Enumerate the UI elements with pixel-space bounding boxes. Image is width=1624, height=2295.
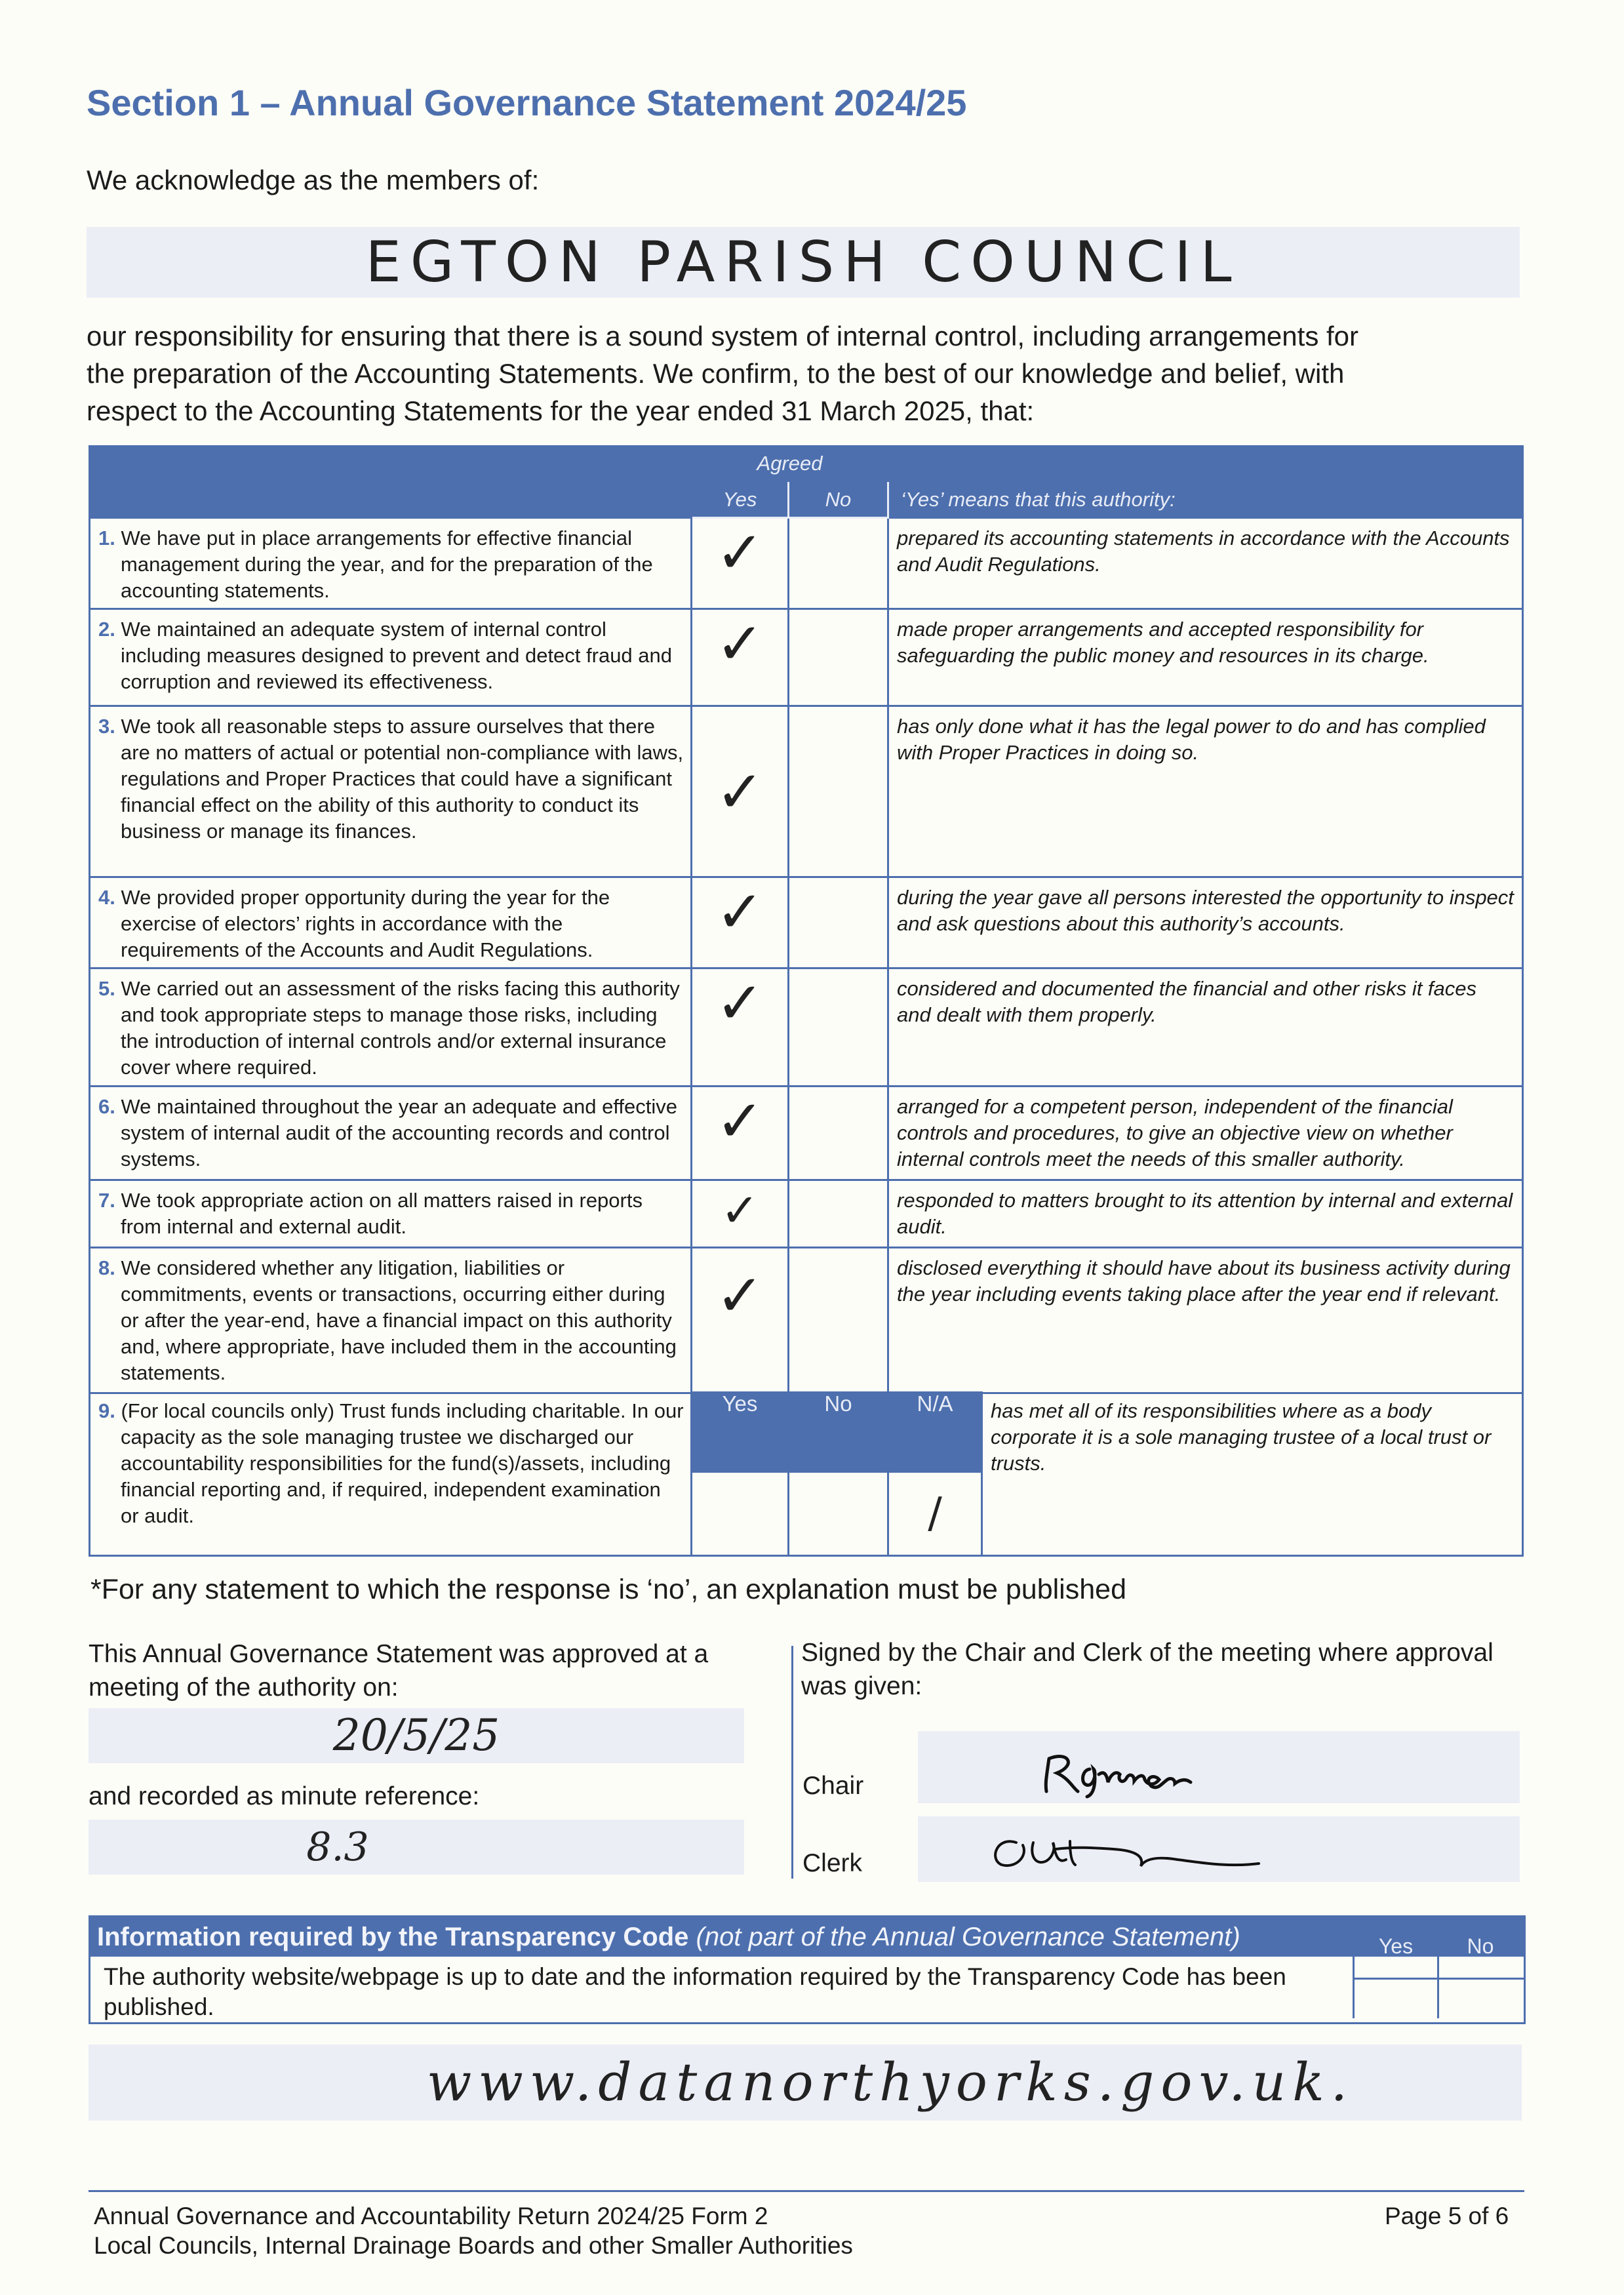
table-row: [90, 706, 1523, 877]
page-title: Section 1 – Annual Governance Statement 2024/25: [87, 82, 967, 123]
check-mark-icon: ✓: [715, 519, 764, 586]
meaning-header: ‘Yes’ means that this authority:: [888, 481, 1523, 518]
meaning-text: during the year gave all persons interested the opportunity to inspect and ask questions about this authority’s accounts.: [888, 877, 1523, 968]
yes-cell[interactable]: [692, 609, 789, 706]
governance-table: [89, 445, 1524, 1394]
no-cell[interactable]: [789, 1087, 888, 1180]
minute-reference: 8.3: [306, 1824, 369, 1870]
statement-text: (For local councils only) Trust funds including charitable. In our capacity as the sole managing trustee we discharged our accountability responsibilities for the fund(s)/assets, including financial reporting and, if required, independent examination or audit.: [121, 1399, 684, 1527]
row-number: 8.: [98, 1256, 115, 1279]
meaning-text: considered and documented the financial and other risks it faces and dealt with them properly.: [888, 968, 1523, 1087]
row-number: 2.: [98, 618, 115, 641]
table-row: [90, 1391, 1523, 1471]
website-field: [89, 2045, 1522, 2121]
yes-cell[interactable]: [692, 968, 789, 1087]
statement-text: We have put in place arrangements for effective financial management during the year, and for the preparation of the accounting statements.: [121, 527, 653, 602]
row-number: 3.: [98, 715, 115, 738]
statement-text: We considered whether any litigation, liabilities or commitments, events or transactions, occurring either during or after the year-end, have a financial impact on this authority and, where appropriate, have included them in the accounting statements.: [121, 1256, 677, 1384]
table-row: [90, 1248, 1523, 1393]
slash-mark-icon: /: [928, 1489, 942, 1538]
na-column-header: N/A: [888, 1391, 982, 1471]
row-number: 7.: [98, 1189, 115, 1212]
table-row: [90, 518, 1523, 609]
transparency-no-cell[interactable]: [1437, 1936, 1524, 2018]
table-row: [90, 968, 1523, 1087]
transparency-heading-note: (not part of the Annual Governance Statement): [696, 1923, 1240, 1951]
transparency-heading: Information required by the Transparency Code: [97, 1923, 689, 1951]
meaning-text: has only done what it has the legal power to do and has complied with Proper Practices in doing so.: [888, 706, 1523, 877]
chair-signature-field: [918, 1731, 1520, 1803]
no-cell[interactable]: [789, 968, 888, 1087]
statement-text: We maintained throughout the year an adequate and effective system of internal audit of the accounting records and control systems.: [121, 1095, 678, 1170]
footer-form-title: Annual Governance and Accountability Return 2024/25 Form 2: [94, 2203, 768, 2229]
transparency-box: [89, 1915, 1526, 2024]
transparency-heading-bar: [90, 1917, 1524, 1957]
intro-paragraph: [87, 317, 1358, 429]
statement-text: We took appropriate action on all matters raised in reports from internal and external audit.: [121, 1189, 643, 1238]
acknowledge-text: We acknowledge as the members of:: [87, 165, 540, 195]
clerk-signature: [918, 1816, 1520, 1882]
website-url: www.datanorthyorks.gov.uk.: [426, 2052, 1355, 2113]
yes-cell[interactable]: [692, 1180, 789, 1248]
check-mark-icon: ✓: [715, 610, 764, 677]
row-number: 5.: [98, 977, 115, 1000]
no-cell[interactable]: [789, 706, 888, 877]
clerk-signature-field: [918, 1816, 1520, 1882]
authority-name-field: [87, 227, 1520, 298]
row-number: 9.: [98, 1399, 115, 1422]
approval-text: This Annual Governance Statement was approved at a meeting of the authority on:: [89, 1640, 709, 1702]
table-row: [90, 609, 1523, 706]
page-number: Page 5 of 6: [1385, 2203, 1509, 2229]
no-cell[interactable]: [789, 518, 888, 609]
chair-label: Chair: [802, 1772, 864, 1800]
no-cell[interactable]: [789, 1248, 888, 1393]
table-row: [90, 877, 1523, 968]
check-mark-icon: ✓: [721, 1184, 759, 1237]
intro-line: respect to the Accounting Statements for the year ended 31 March 2025, that:: [87, 395, 1035, 426]
footer-authorities: Local Councils, Internal Drainage Boards and other Smaller Authorities: [94, 2232, 853, 2259]
transparency-no-label: No: [1437, 1936, 1524, 1957]
check-mark-icon: ✓: [715, 1087, 764, 1155]
transparency-yes-cell[interactable]: [1353, 1936, 1439, 2018]
meaning-text: arranged for a competent person, independent of the financial controls and procedures, to give an objective view on whether internal controls meet the needs of this smaller authority.: [888, 1087, 1523, 1180]
yes-cell[interactable]: [692, 1248, 789, 1393]
check-mark-icon: ✓: [715, 757, 764, 826]
yes-column-header: Yes: [692, 1391, 789, 1471]
signed-text: Signed by the Chair and Clerk of the meeting where approval was given:: [801, 1639, 1494, 1700]
minute-label: and recorded as minute reference:: [89, 1782, 480, 1810]
statement-text: We carried out an assessment of the risks facing this authority and took appropriate steps to manage those risks, including the introduction of internal controls and/or external insurance cover where required.: [121, 977, 680, 1079]
agreed-label: Agreed: [692, 447, 888, 481]
minute-field: [89, 1820, 744, 1875]
meaning-text: has met all of its responsibilities where as a body corporate it is a sole managing trustee of a local trust or trusts.: [982, 1391, 1523, 1555]
check-mark-icon: ✓: [715, 969, 764, 1037]
table-header-columns: [90, 481, 1523, 518]
meaning-text: prepared its accounting statements in accordance with the Accounts and Audit Regulations.: [888, 518, 1523, 609]
divider: [791, 1646, 793, 1879]
trust-funds-table: [89, 1391, 1524, 1557]
table-row: [90, 1087, 1523, 1180]
yes-cell[interactable]: [692, 518, 789, 609]
footnote: *For any statement to which the response is ‘no’, an explanation must be published: [90, 1574, 1126, 1605]
statement-text: We maintained an adequate system of internal control including measures designed to prevent and detect fraud and corruption and reviewed its effectiveness.: [121, 618, 673, 693]
row-number: 6.: [98, 1095, 115, 1118]
authority-name: EGTON PARISH COUNCIL: [365, 230, 1241, 295]
meaning-text: made proper arrangements and accepted responsibility for safeguarding the public money and resources in its charge.: [888, 609, 1523, 706]
table-header-agreed: [90, 447, 1523, 481]
footer-rule: [89, 2190, 1524, 2192]
table-row: [90, 1180, 1523, 1248]
no-cell[interactable]: [789, 609, 888, 706]
row-number: 1.: [98, 527, 115, 549]
yes-column-header: Yes: [692, 481, 789, 518]
intro-line: the preparation of the Accounting Statements. We confirm, to the best of our knowledge and belief, with: [87, 358, 1345, 389]
yes-cell[interactable]: [692, 706, 789, 877]
chair-signature: [918, 1731, 1520, 1803]
check-mark-icon: ✓: [715, 878, 764, 946]
approval-date: 20/5/25: [332, 1710, 500, 1761]
check-mark-icon: ✓: [715, 1262, 764, 1329]
yes-cell[interactable]: [692, 1087, 789, 1180]
meaning-text: disclosed everything it should have about its business activity during the year including events taking place after the year end if relevant.: [888, 1248, 1523, 1393]
date-field: [89, 1708, 744, 1763]
no-cell[interactable]: [789, 1180, 888, 1248]
row-number: 4.: [98, 886, 115, 909]
no-column-header: No: [789, 481, 888, 518]
meaning-text: responded to matters brought to its attention by internal and external audit.: [888, 1180, 1523, 1248]
yes-cell[interactable]: [692, 877, 789, 968]
intro-line: our responsibility for ensuring that there is a sound system of internal control, including arrangements for: [87, 321, 1358, 351]
yes-cell[interactable]: [692, 1471, 789, 1555]
statement-text: We provided proper opportunity during the year for the exercise of electors’ rights in accordance with the requirements of the Accounts and Audit Regulations.: [121, 886, 610, 961]
transparency-text: The authority website/webpage is up to date and the information required by the Transparency Code has been published.: [104, 1963, 1286, 2020]
no-cell[interactable]: [789, 1471, 888, 1555]
no-column-header: No: [789, 1391, 888, 1471]
statement-text: We took all reasonable steps to assure ourselves that there are no matters of actual or potential non-compliance with laws, regulations and Proper Practices that could have a significant financial effect on the ability of this authority to conduct its business or manage its finances.: [121, 715, 684, 843]
no-cell[interactable]: [789, 877, 888, 968]
clerk-label: Clerk: [802, 1849, 863, 1877]
transparency-yes-label: Yes: [1355, 1936, 1437, 1957]
na-cell[interactable]: [888, 1471, 982, 1555]
